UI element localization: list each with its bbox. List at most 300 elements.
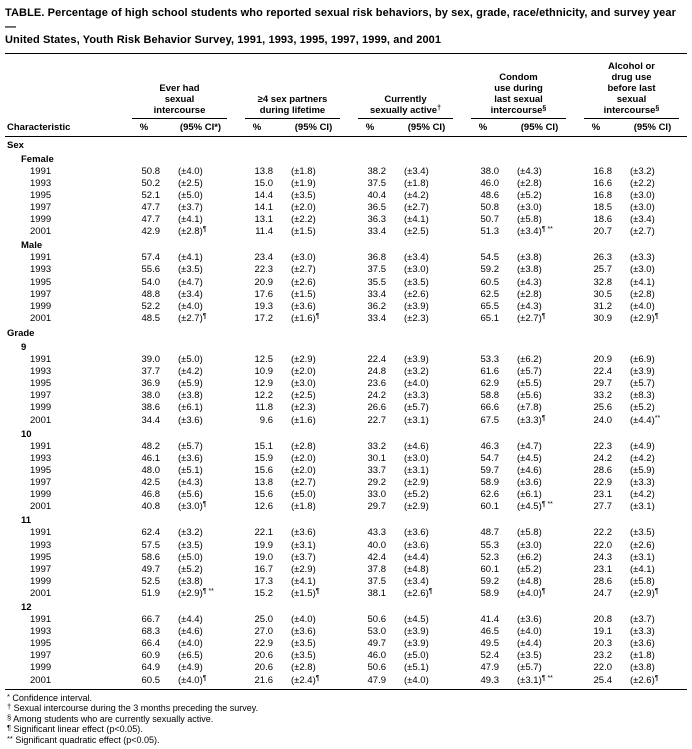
pct-value: 36.2 xyxy=(367,300,386,312)
ci-value: (±3.9) xyxy=(404,354,429,366)
pct-header-3: % xyxy=(365,121,375,133)
pct-value: 41.4 xyxy=(480,614,499,626)
pct-value: 24.7 xyxy=(593,587,612,599)
pct-value: 61.6 xyxy=(480,366,499,378)
group-header-row xyxy=(5,342,687,354)
pct-value: 22.4 xyxy=(367,354,386,366)
year-label: 1995 xyxy=(30,378,52,390)
ci-value: (±1.5) xyxy=(291,288,316,300)
pct-value: 37.5 xyxy=(367,177,386,189)
ci-value: (±5.2) xyxy=(404,489,429,501)
header-divider xyxy=(5,136,687,137)
pct-value: 28.6 xyxy=(593,575,612,587)
pct-value: 52.5 xyxy=(141,575,160,587)
pct-value: 22.9 xyxy=(254,638,273,650)
year-label: 1991 xyxy=(30,527,52,539)
pct-value: 62.6 xyxy=(480,489,499,501)
table-row xyxy=(5,415,687,427)
pct-value: 60.1 xyxy=(480,501,499,513)
pct-value: 22.7 xyxy=(367,414,386,426)
ci-value: (±3.9) xyxy=(404,626,429,638)
ci-value: (±5.7) xyxy=(178,440,203,452)
table-row xyxy=(5,489,687,501)
pct-value: 58.9 xyxy=(480,587,499,599)
ci-value: (±2.7) xyxy=(404,201,429,213)
pct-value: 47.9 xyxy=(367,674,386,686)
year-label: 1997 xyxy=(30,477,52,489)
pct-value: 14.4 xyxy=(254,189,273,201)
ci-value: (±4.0)¶ xyxy=(178,674,207,686)
pct-value: 58.9 xyxy=(480,477,499,489)
pct-value: 21.6 xyxy=(254,674,273,686)
ci-value: (±3.0) xyxy=(291,378,316,390)
ci-value: (±3.7) xyxy=(291,551,316,563)
ci-value: (±3.9) xyxy=(404,638,429,650)
ci-value: (±4.6) xyxy=(404,440,429,452)
pct-value: 19.1 xyxy=(593,626,612,638)
year-label: 2001 xyxy=(30,674,52,686)
table-row xyxy=(5,465,687,477)
ci-value: (±2.6) xyxy=(404,288,429,300)
pct-value: 50.8 xyxy=(141,165,160,177)
ci-value: (±3.8) xyxy=(517,252,542,264)
group-header-label: 12 xyxy=(21,601,32,613)
ci-value: (±5.2) xyxy=(517,563,542,575)
section-header-row xyxy=(5,328,687,340)
pct-value: 47.7 xyxy=(141,201,160,213)
pct-value: 66.4 xyxy=(141,638,160,650)
pct-value: 33.4 xyxy=(367,312,386,324)
ci-value: (±3.0) xyxy=(630,264,655,276)
pct-value: 22.3 xyxy=(593,440,612,452)
pct-value: 25.0 xyxy=(254,614,273,626)
table-row xyxy=(5,626,687,638)
ci-value: (±1.8) xyxy=(291,165,316,177)
ci-value: (±2.8) xyxy=(517,288,542,300)
pct-value: 42.9 xyxy=(141,226,160,238)
ci-value: (±3.5) xyxy=(517,650,542,662)
ci-value: (±3.9) xyxy=(404,300,429,312)
table-row xyxy=(5,277,687,289)
table-row xyxy=(5,576,687,588)
pct-value: 46.5 xyxy=(480,626,499,638)
ci-value: (±1.6)¶ xyxy=(291,312,320,324)
ci-value: (±5.9) xyxy=(630,464,655,476)
pct-value: 58.6 xyxy=(141,551,160,563)
ci-value: (±4.0) xyxy=(178,165,203,177)
pct-value: 58.8 xyxy=(480,390,499,402)
ci-value: (±4.2) xyxy=(404,189,429,201)
pct-value: 11.8 xyxy=(255,402,273,414)
ci-value: (±3.0) xyxy=(630,201,655,213)
pct-value: 33.4 xyxy=(367,288,386,300)
pct-value: 47.7 xyxy=(141,214,160,226)
pct-value: 38.2 xyxy=(367,165,386,177)
table-row xyxy=(5,178,687,190)
pct-value: 46.0 xyxy=(480,177,499,189)
pct-value: 67.5 xyxy=(480,414,499,426)
group-header-label: 9 xyxy=(21,342,27,353)
table-row xyxy=(5,166,687,178)
pct-value: 26.3 xyxy=(593,252,612,264)
ci-value: (±3.6) xyxy=(404,527,429,539)
ci-value: (±3.6) xyxy=(178,452,203,464)
group-header-row xyxy=(5,515,687,527)
pct-value: 68.3 xyxy=(141,626,160,638)
pct-value: 50.7 xyxy=(480,214,499,226)
year-label: 1997 xyxy=(30,563,52,575)
pct-value: 54.0 xyxy=(141,276,160,288)
table-row xyxy=(5,527,687,539)
ci-value: (±2.9) xyxy=(291,563,316,575)
year-label: 1991 xyxy=(30,614,52,626)
column-subheaders xyxy=(5,119,687,136)
ci-value: (±5.1) xyxy=(404,662,429,674)
pct-value: 24.3 xyxy=(593,551,612,563)
pct-header-4: % xyxy=(478,121,488,133)
ci-value: (±4.1) xyxy=(404,214,429,226)
pct-value: 23.4 xyxy=(254,252,273,264)
ci-value: (±5.2) xyxy=(517,189,542,201)
table-row xyxy=(5,552,687,564)
ci-value: (±6.2) xyxy=(517,354,542,366)
ci-value: (±2.7) xyxy=(291,264,316,276)
ci-header-3: (95% CI) xyxy=(407,121,446,133)
pct-value: 24.2 xyxy=(593,452,612,464)
year-label: 1997 xyxy=(30,288,52,300)
group-header-label: Male xyxy=(21,240,43,252)
ci-value: (±4.3) xyxy=(178,477,203,489)
pct-value: 32.8 xyxy=(593,276,612,288)
pct-value: 40.0 xyxy=(367,539,386,551)
table-row xyxy=(5,540,687,552)
year-label: 1999 xyxy=(30,575,52,587)
ci-value: (±3.3) xyxy=(404,390,429,402)
ci-value: (±6.2) xyxy=(517,551,542,563)
ci-value: (±3.3) xyxy=(630,477,655,489)
pct-value: 50.6 xyxy=(367,662,386,674)
ci-value: (±6.5) xyxy=(178,650,203,662)
ci-value: (±1.8) xyxy=(404,177,429,189)
pct-value: 20.3 xyxy=(593,638,612,650)
pct-value: 54.5 xyxy=(480,252,499,264)
table-title-line-1: TABLE. Percentage of high school students who reported sexual risk behaviors, by sex, grade, race/ethnicity, and survey year — xyxy=(5,7,676,33)
year-label: 2001 xyxy=(30,501,52,513)
ci-value: (±5.7) xyxy=(517,366,542,378)
pct-value: 37.5 xyxy=(367,575,386,587)
pct-value: 49.7 xyxy=(367,638,386,650)
footnote: § Among students who are currently sexually active. xyxy=(7,712,214,724)
pct-value: 31.2 xyxy=(593,300,612,312)
pct-value: 29.7 xyxy=(367,501,386,513)
ci-value: (±2.7)¶ xyxy=(178,312,207,324)
ci-value: (±4.1) xyxy=(630,563,655,575)
pct-value: 29.7 xyxy=(593,378,612,390)
ci-value: (±3.0) xyxy=(517,201,542,213)
pct-value: 59.2 xyxy=(480,264,499,276)
pct-value: 64.9 xyxy=(141,662,160,674)
pct-value: 19.3 xyxy=(254,300,273,312)
pct-value: 43.3 xyxy=(367,527,386,539)
ci-value: (±4.7) xyxy=(517,440,542,452)
ci-value: (±4.7) xyxy=(178,276,203,288)
year-label: 1995 xyxy=(30,551,52,563)
year-label: 1999 xyxy=(30,300,52,312)
pct-value: 60.1 xyxy=(480,563,499,575)
ci-value: (±3.8) xyxy=(630,662,655,674)
pct-value: 34.4 xyxy=(141,414,160,426)
pct-value: 15.9 xyxy=(254,452,273,464)
pct-value: 15.6 xyxy=(254,464,273,476)
pct-value: 24.0 xyxy=(593,414,612,426)
pct-value: 20.6 xyxy=(254,662,273,674)
table-row xyxy=(5,675,687,687)
pct-value: 51.9 xyxy=(141,587,160,599)
ci-value: (±3.5) xyxy=(291,650,316,662)
ci-value: (±1.8) xyxy=(291,501,316,513)
ci-value: (±2.5) xyxy=(291,390,316,402)
ci-value: (±3.3) xyxy=(630,252,655,264)
pct-value: 17.2 xyxy=(254,312,273,324)
pct-value: 49.5 xyxy=(480,638,499,650)
pct-value: 18.5 xyxy=(593,201,612,213)
pct-value: 66.7 xyxy=(141,614,160,626)
ci-value: (±2.3) xyxy=(404,312,429,324)
ci-value: (±3.5) xyxy=(291,638,316,650)
pct-value: 46.0 xyxy=(367,650,386,662)
pct-value: 65.1 xyxy=(480,312,499,324)
pct-value: 25.6 xyxy=(593,402,612,414)
ci-value: (±3.4) xyxy=(630,214,655,226)
year-label: 1999 xyxy=(30,214,52,226)
ci-value: (±2.7)¶ xyxy=(517,312,546,324)
pct-value: 52.2 xyxy=(141,300,160,312)
pct-value: 57.5 xyxy=(141,539,160,551)
ci-value: (±5.6) xyxy=(178,489,203,501)
year-label: 1993 xyxy=(30,264,52,276)
table-row xyxy=(5,402,687,414)
pct-value: 36.5 xyxy=(367,201,386,213)
pct-value: 11.4 xyxy=(255,226,273,238)
pct-value: 36.8 xyxy=(367,252,386,264)
table-row xyxy=(5,662,687,674)
pct-value: 40.8 xyxy=(141,501,160,513)
pct-value: 46.3 xyxy=(480,440,499,452)
table-row xyxy=(5,390,687,402)
pct-value: 65.5 xyxy=(480,300,499,312)
ci-value: (±3.0) xyxy=(291,252,316,264)
ci-value: (±4.0) xyxy=(404,674,429,686)
ci-value: (±4.4) xyxy=(404,551,429,563)
pct-value: 33.7 xyxy=(367,464,386,476)
pct-value: 17.3 xyxy=(254,575,273,587)
ci-value: (±1.9) xyxy=(291,177,316,189)
ci-value: (±4.0) xyxy=(517,626,542,638)
ci-value: (±2.7) xyxy=(630,226,655,238)
pct-value: 36.3 xyxy=(367,214,386,226)
ci-value: (±5.0) xyxy=(178,189,203,201)
ci-value: (±4.0) xyxy=(178,300,203,312)
pct-value: 49.7 xyxy=(141,563,160,575)
ci-value: (±2.9)¶ xyxy=(630,587,659,599)
pct-value: 42.4 xyxy=(367,551,386,563)
pct-value: 46.8 xyxy=(141,489,160,501)
pct-header-5: % xyxy=(591,121,601,133)
pct-value: 13.1 xyxy=(254,214,273,226)
ci-value: (±3.8) xyxy=(178,575,203,587)
pct-value: 33.0 xyxy=(367,489,386,501)
pct-value: 62.4 xyxy=(141,527,160,539)
ci-value: (±3.0)¶ xyxy=(178,501,207,513)
year-label: 1991 xyxy=(30,165,52,177)
pct-value: 66.6 xyxy=(480,402,499,414)
table-row xyxy=(5,264,687,276)
pct-value: 35.5 xyxy=(367,276,386,288)
ci-value: (±5.7) xyxy=(630,378,655,390)
year-label: 1991 xyxy=(30,354,52,366)
pct-value: 57.4 xyxy=(141,252,160,264)
ci-value: (±4.2) xyxy=(630,452,655,464)
pct-value: 12.2 xyxy=(254,390,273,402)
ci-value: (±2.0) xyxy=(291,201,316,213)
column-group-header-3: Currently sexually active† xyxy=(358,94,453,119)
table-row xyxy=(5,614,687,626)
pct-value: 52.1 xyxy=(141,189,160,201)
year-label: 1993 xyxy=(30,539,52,551)
year-label: 1995 xyxy=(30,464,52,476)
pct-value: 36.9 xyxy=(141,378,160,390)
ci-value: (±4.6) xyxy=(517,464,542,476)
ci-value: (±4.1) xyxy=(630,276,655,288)
year-label: 1993 xyxy=(30,366,52,378)
group-header-row xyxy=(5,602,687,614)
pct-value: 17.6 xyxy=(254,288,273,300)
table-row xyxy=(5,441,687,453)
year-label: 1999 xyxy=(30,402,52,414)
ci-value: (±6.1) xyxy=(178,402,203,414)
ci-value: (±2.9) xyxy=(404,477,429,489)
pct-value: 30.1 xyxy=(367,452,386,464)
ci-value: (±2.5) xyxy=(404,226,429,238)
ci-value: (±5.1) xyxy=(178,464,203,476)
pct-value: 22.3 xyxy=(254,264,273,276)
ci-value: (±4.9) xyxy=(630,440,655,452)
ci-value: (±3.4) xyxy=(404,575,429,587)
pct-value: 54.7 xyxy=(480,452,499,464)
ci-value: (±4.2) xyxy=(630,489,655,501)
pct-value: 25.4 xyxy=(593,674,612,686)
pct-value: 20.8 xyxy=(593,614,612,626)
pct-value: 16.6 xyxy=(593,177,612,189)
table-row xyxy=(5,477,687,489)
ci-value: (±3.7) xyxy=(178,201,203,213)
ci-value: (±3.2) xyxy=(404,366,429,378)
ci-value: (±4.0)¶ xyxy=(517,587,546,599)
ci-value: (±3.6) xyxy=(517,614,542,626)
ci-value: (±7.8) xyxy=(517,402,542,414)
ci-value: (±5.0) xyxy=(178,551,203,563)
ci-value: (±4.5) xyxy=(517,452,542,464)
ci-value: (±2.9)¶ xyxy=(630,312,659,324)
year-label: 2001 xyxy=(30,226,52,238)
column-group-header-5: Alcohol or drug use before last sexual intercourse§ xyxy=(584,61,679,119)
pct-header-2: % xyxy=(252,121,262,133)
group-header-row xyxy=(5,240,687,252)
table-row xyxy=(5,226,687,238)
year-label: 1995 xyxy=(30,638,52,650)
ci-value: (±2.6) xyxy=(291,276,316,288)
ci-value: (±2.8) xyxy=(517,177,542,189)
pct-value: 9.6 xyxy=(259,414,273,426)
pct-value: 49.3 xyxy=(480,674,499,686)
pct-value: 30.9 xyxy=(593,312,612,324)
ci-value: (±4.0) xyxy=(404,378,429,390)
ci-value: (±3.0) xyxy=(630,189,655,201)
ci-value: (±3.0) xyxy=(517,539,542,551)
pct-value: 53.3 xyxy=(480,354,499,366)
ci-value: (±2.9)¶ ** xyxy=(178,587,214,599)
ci-value: (±4.0) xyxy=(178,638,203,650)
pct-value: 22.2 xyxy=(593,527,612,539)
year-label: 2001 xyxy=(30,312,52,324)
ci-value: (±4.1) xyxy=(178,214,203,226)
section-header-label: Grade xyxy=(7,327,35,339)
pct-value: 33.4 xyxy=(367,226,386,238)
ci-value: (±3.5) xyxy=(291,189,316,201)
pct-value: 30.5 xyxy=(593,288,612,300)
pct-value: 38.0 xyxy=(141,390,160,402)
pct-value: 42.5 xyxy=(141,477,160,489)
table-row xyxy=(5,289,687,301)
table-row xyxy=(5,453,687,465)
pct-value: 33.2 xyxy=(593,390,612,402)
ci-value: (±2.2) xyxy=(630,177,655,189)
ci-value: (±3.1) xyxy=(291,539,316,551)
footnote: ¶ Significant linear effect (p<0.05). xyxy=(7,723,143,735)
pct-value: 55.6 xyxy=(141,264,160,276)
ci-value: (±3.4) xyxy=(404,165,429,177)
ci-value: (±1.5)¶ xyxy=(291,587,320,599)
table-row xyxy=(5,638,687,650)
ci-header-1: (95% CI*) xyxy=(179,121,222,133)
ci-value: (±5.7) xyxy=(517,662,542,674)
pct-value: 62.5 xyxy=(480,288,499,300)
table-row xyxy=(5,214,687,226)
ci-value: (±2.9) xyxy=(291,354,316,366)
pct-value: 46.1 xyxy=(141,452,160,464)
pct-value: 37.7 xyxy=(141,366,160,378)
pct-value: 33.2 xyxy=(367,440,386,452)
ci-value: (±2.8)¶ xyxy=(178,226,207,238)
pct-value: 24.8 xyxy=(367,366,386,378)
pct-value: 27.0 xyxy=(254,626,273,638)
ci-value: (±3.7) xyxy=(630,614,655,626)
ci-value: (±3.6) xyxy=(291,300,316,312)
ci-value: (±1.8) xyxy=(630,650,655,662)
ci-value: (±4.2) xyxy=(178,366,203,378)
footnote: † Sexual intercourse during the 3 months preceding the survey. xyxy=(7,702,259,714)
ci-value: (±5.6) xyxy=(517,390,542,402)
pct-value: 52.4 xyxy=(480,650,499,662)
year-label: 1997 xyxy=(30,201,52,213)
column-group-header-1: Ever had sexual intercourse xyxy=(132,83,227,119)
table-row xyxy=(5,378,687,390)
table-row xyxy=(5,650,687,662)
pct-value: 13.8 xyxy=(254,477,273,489)
pct-value: 16.7 xyxy=(254,563,273,575)
ci-header-5: (95% CI) xyxy=(633,121,672,133)
ci-value: (±4.1) xyxy=(178,252,203,264)
